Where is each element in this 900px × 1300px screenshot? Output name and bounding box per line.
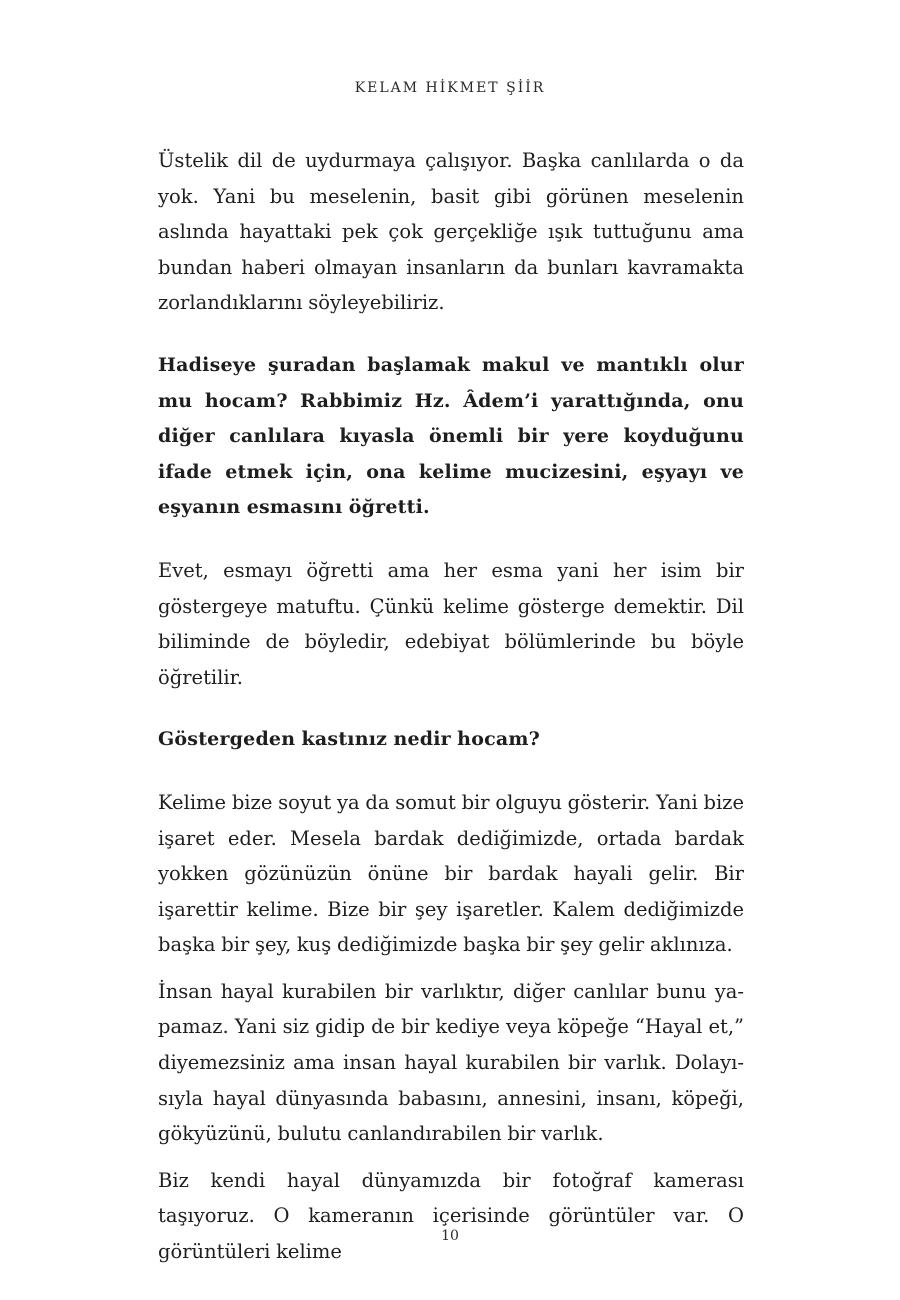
paragraph-answer-4: İnsan hayal kurabilen bir varlıktır, diğer canlılar bunu yapamaz. Yani siz gidip de bir kediye veya köpeğe “Hayal et,” diyemezsiniz ama insan hayal kurabilen bir varlık. Dolayısıyla hayal dünyasında babasını, annesini, insanı, köpeği, gökyüzünü, bulutu canlandırabilen bir varlık.	[158, 979, 744, 1146]
paragraph-gap	[158, 1152, 744, 1163]
running-head: KELAM HİKMET ŞİİR	[354, 80, 546, 96]
paragraph-answer-5: Biz kendi hayal dünyamızda bir fotoğraf kamerası taşıyoruz. O kameranın içerisinde görüntüler var. O görüntüleri kelime	[158, 1168, 744, 1264]
paragraph-gap	[158, 695, 744, 722]
paragraph-question-1: Hadiseye şuradan başlamak makul ve mantıklı olur mu hocam? Rabbimiz Hz. Âdem’i yarattığında, onu diğer canlılara kıyasla önemli bir yere koyduğunu ifade etmek için, ona kelime mucizesini, eşyayı ve eşyanın esmasını öğretti.	[158, 353, 744, 519]
paragraph-answer-2: Evet, esmayı öğretti ama her esma yani her isim bir göstergeye matuftu. Çünkü kelime gösterge demektir. Dil biliminde de böyledir, edebiyat bölümlerinde bu böyle öğretilir.	[158, 558, 744, 689]
page-number: 10	[441, 1228, 459, 1244]
paragraph-gap	[158, 321, 744, 348]
paragraph-gap	[158, 758, 744, 785]
page-body	[158, 143, 744, 1270]
paragraph-gap	[158, 526, 744, 553]
paragraph-answer-1: Üstelik dil de uydurmaya çalışıyor. Başka canlılarda o da yok. Yani bu meselenin, basit gibi görünen meselenin aslında hayattaki pek çok gerçekliğe ışık tuttuğunu ama bundan haberi olmayan insanların da bunları kavramakta zorlandıklarını söyleyebiliriz.	[158, 149, 744, 315]
paragraph-gap	[158, 963, 744, 974]
paragraph-question-2: Göstergeden kastınız nedir hocam?	[158, 728, 540, 751]
paragraph-answer-3: Kelime bize soyut ya da somut bir olguyu gösterir. Yani bize işaret eder. Mesela bardak dediğimizde, ortada bardak yokken gözünüzün önüne bir bardak hayali gelir. Bir işarettir kelime. Bize bir şey işaretler. Kalem dediğimizde başka bir şey, kuş dediğimizde başka bir şey gelir aklınıza.	[158, 790, 744, 957]
